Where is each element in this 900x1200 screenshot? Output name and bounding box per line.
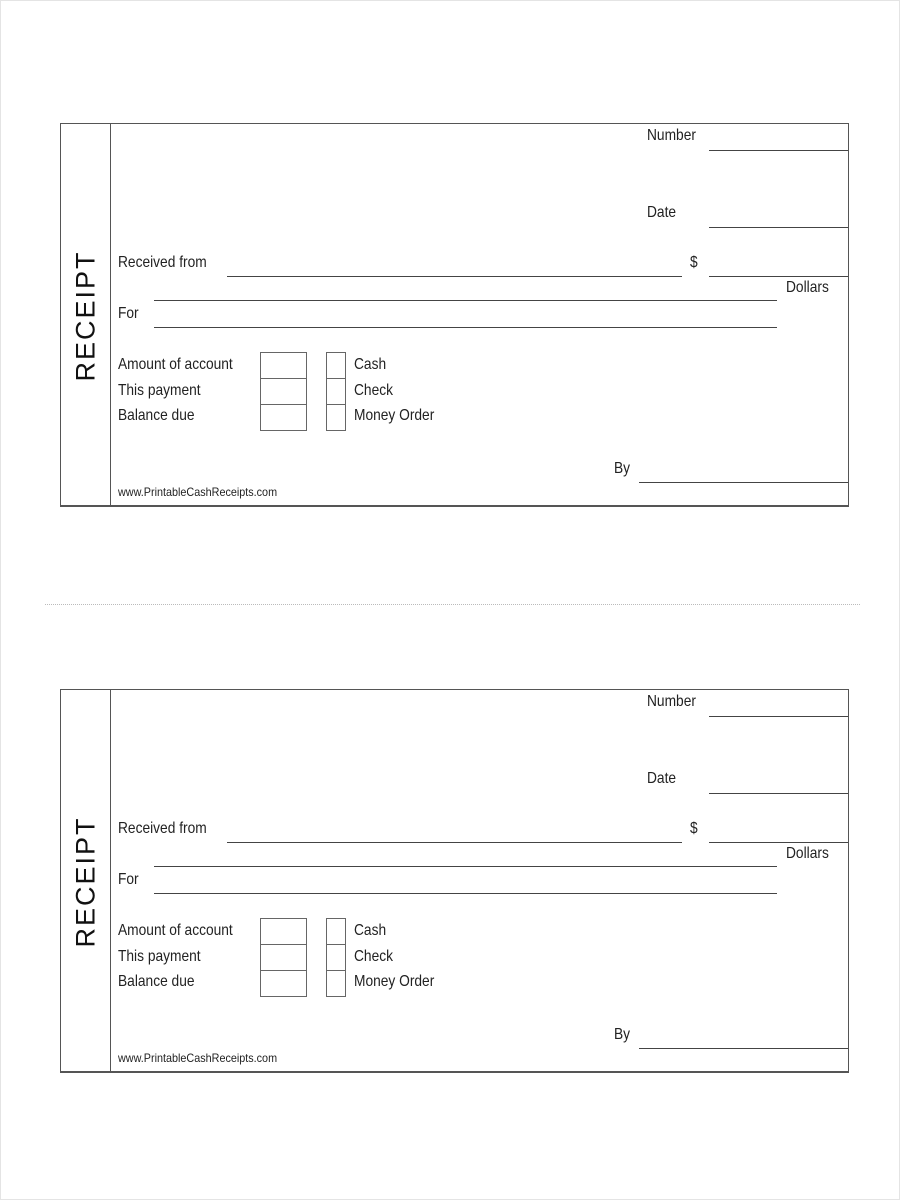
balance-due-label: Balance due [118, 973, 195, 990]
number-field[interactable] [709, 716, 848, 717]
signature-field[interactable] [639, 1048, 848, 1049]
amount-field[interactable] [709, 842, 848, 843]
balance-due-label: Balance due [118, 407, 195, 424]
website-url: www.PrintableCashReceipts.com [118, 485, 278, 499]
amount-of-account-box[interactable] [260, 918, 307, 945]
money-order-checkbox[interactable] [326, 970, 346, 997]
date-field[interactable] [709, 227, 848, 228]
this-payment-box[interactable] [260, 944, 307, 971]
received-from-field[interactable] [227, 842, 682, 843]
by-label: By [614, 460, 631, 477]
number-field[interactable] [709, 150, 848, 151]
cash-label: Cash [354, 356, 387, 373]
money-order-label: Money Order [354, 407, 435, 424]
amount-of-account-label: Amount of account [118, 922, 233, 939]
cut-line [45, 604, 860, 605]
number-label: Number [647, 693, 696, 710]
dollars-label: Dollars [786, 845, 829, 862]
signature-field[interactable] [639, 482, 848, 483]
money-order-checkbox[interactable] [326, 404, 346, 431]
received-from-field[interactable] [227, 276, 682, 277]
date-field[interactable] [709, 793, 848, 794]
received-from-label: Received from [118, 254, 207, 271]
this-payment-box[interactable] [260, 378, 307, 405]
receipt-1 [60, 123, 849, 507]
website-url: www.PrintableCashReceipts.com [118, 1051, 278, 1065]
this-payment-label: This payment [118, 948, 201, 965]
receipt-side-panel [61, 124, 111, 505]
receipt-2 [60, 689, 849, 1073]
for-field[interactable] [154, 327, 777, 328]
cash-checkbox[interactable] [326, 918, 346, 945]
for-field[interactable] [154, 893, 777, 894]
currency-symbol: $ [690, 820, 698, 837]
for-label: For [118, 305, 139, 322]
receipt-side-panel [61, 690, 111, 1071]
by-label: By [614, 1026, 631, 1043]
currency-symbol: $ [690, 254, 698, 271]
check-checkbox[interactable] [326, 378, 346, 405]
amount-words-field[interactable] [154, 866, 777, 867]
number-label: Number [647, 127, 696, 144]
receipt-title: RECEIPT [70, 250, 101, 382]
cash-checkbox[interactable] [326, 352, 346, 379]
amount-of-account-label: Amount of account [118, 356, 233, 373]
check-label: Check [354, 948, 394, 965]
amount-field[interactable] [709, 276, 848, 277]
money-order-label: Money Order [354, 973, 435, 990]
received-from-label: Received from [118, 820, 207, 837]
this-payment-label: This payment [118, 382, 201, 399]
amount-words-field[interactable] [154, 300, 777, 301]
check-checkbox[interactable] [326, 944, 346, 971]
receipt-title: RECEIPT [70, 816, 101, 948]
for-label: For [118, 871, 139, 888]
date-label: Date [647, 204, 677, 221]
amount-of-account-box[interactable] [260, 352, 307, 379]
balance-due-box[interactable] [260, 970, 307, 997]
cash-label: Cash [354, 922, 387, 939]
balance-due-box[interactable] [260, 404, 307, 431]
dollars-label: Dollars [786, 279, 829, 296]
date-label: Date [647, 770, 677, 787]
check-label: Check [354, 382, 394, 399]
